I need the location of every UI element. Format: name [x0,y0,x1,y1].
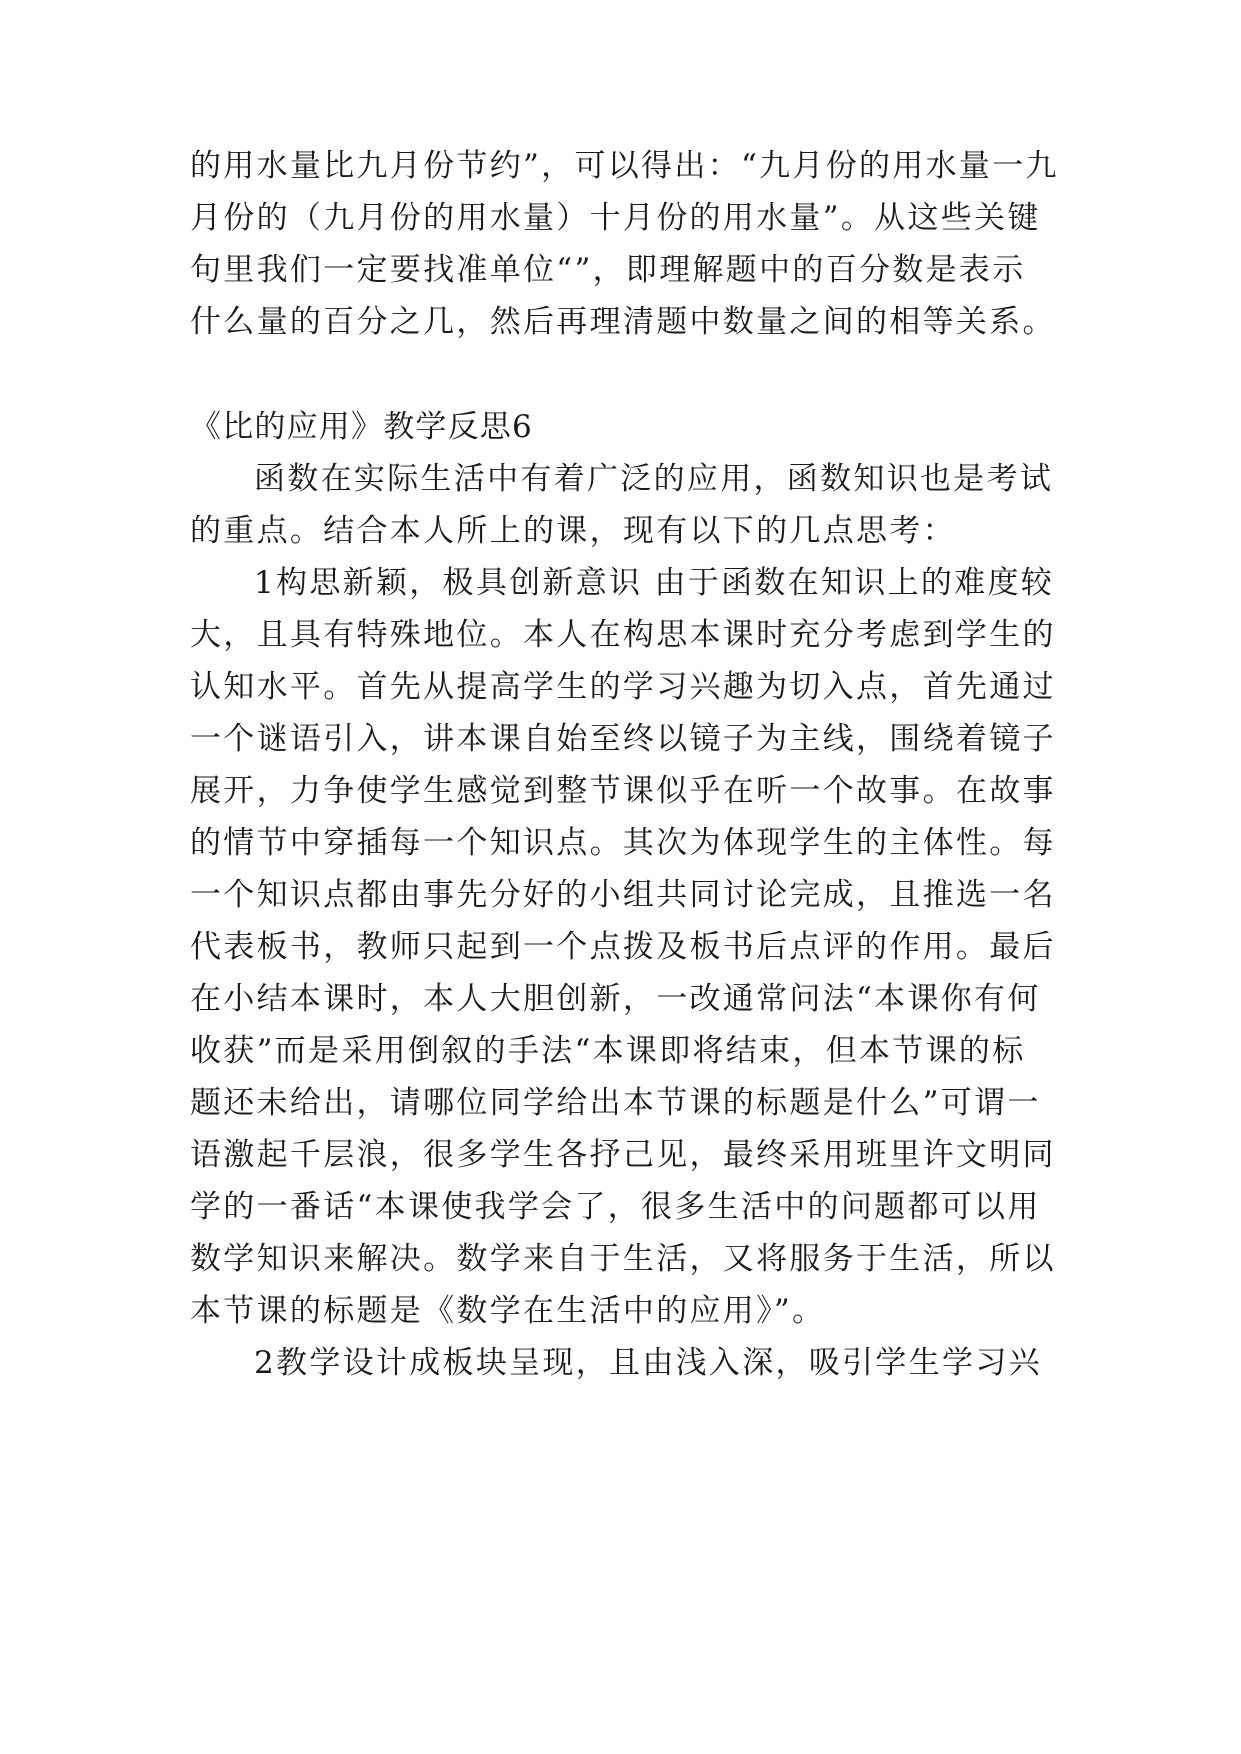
paragraph-2-line-11: 题还未给出，请哪位同学给出本节课的标题是什么”可谓一 [190,1085,1041,1121]
paragraph-2-line-13: 学的一番话“本课使我学会了，很多生活中的问题都可以用 [190,1189,1041,1225]
paragraph-2-line-2: 大，且具有特殊地位。本人在构思本课时充分考虑到学生的 [190,617,1056,653]
paragraph-2-line-4: 一个谜语引入，讲本课自始至终以镜子为主线，围绕着镜子 [190,721,1056,757]
intro-line-4: 什么量的百分之几，然后再理清题中数量之间的相等关系。 [190,304,1056,340]
paragraph-2-line-5: 展开，力争使学生感觉到整节课似乎在听一个故事。在故事 [190,773,1056,809]
section-title: 《比的应用》教学反思6 [190,409,533,445]
intro-line-3: 句里我们一定要找准单位“”，即理解题中的百分数是表示 [190,252,1026,288]
paragraph-2-line-3: 认知水平。首先从提高学生的学习兴趣为切入点，首先通过 [190,669,1056,705]
paragraph-2-line-6: 的情节中穿插每一个知识点。其次为体现学生的主体性。每 [190,825,1056,861]
paragraph-2-line-7: 一个知识点都由事先分好的小组共同讨论完成，且推选一名 [190,877,1056,913]
paragraph-1-line-1: 函数在实际生活中有着广泛的应用，函数知识也是考试 [254,461,1054,497]
intro-line-1: 的用水量比九月份节约”，可以得出：“九月份的用水量一九 [190,148,1059,184]
paragraph-2-line-12: 语激起千层浪，很多学生各抒己见，最终采用班里许文明同 [190,1137,1056,1173]
paragraph-2-line-10: 收获”而是采用倒叙的手法“本课即将结束，但本节课的标 [190,1033,1026,1069]
paragraph-1-line-2: 的重点。结合本人所上的课，现有以下的几点思考： [190,513,956,549]
paragraph-3-line-1: 2教学设计成板块呈现，且由浅入深，吸引学生学习兴 [254,1345,1042,1381]
paragraph-2-line-9: 在小结本课时，本人大胆创新，一改通常问法“本课你有何 [190,981,1041,1017]
paragraph-2-line-14: 数学知识来解决。数学来自于生活，又将服务于生活，所以 [190,1241,1056,1277]
paragraph-2-line-8: 代表板书，教师只起到一个点拨及板书后点评的作用。最后 [190,929,1056,965]
paragraph-2-line-1: 1构思新颖，极具创新意识 由于函数在知识上的难度较 [254,565,1055,601]
intro-line-2: 月份的（九月份的用水量）十月份的用水量”。从这些关键 [190,200,1041,236]
paragraph-2-line-15: 本节课的标题是《数学在生活中的应用》”。 [190,1293,826,1329]
